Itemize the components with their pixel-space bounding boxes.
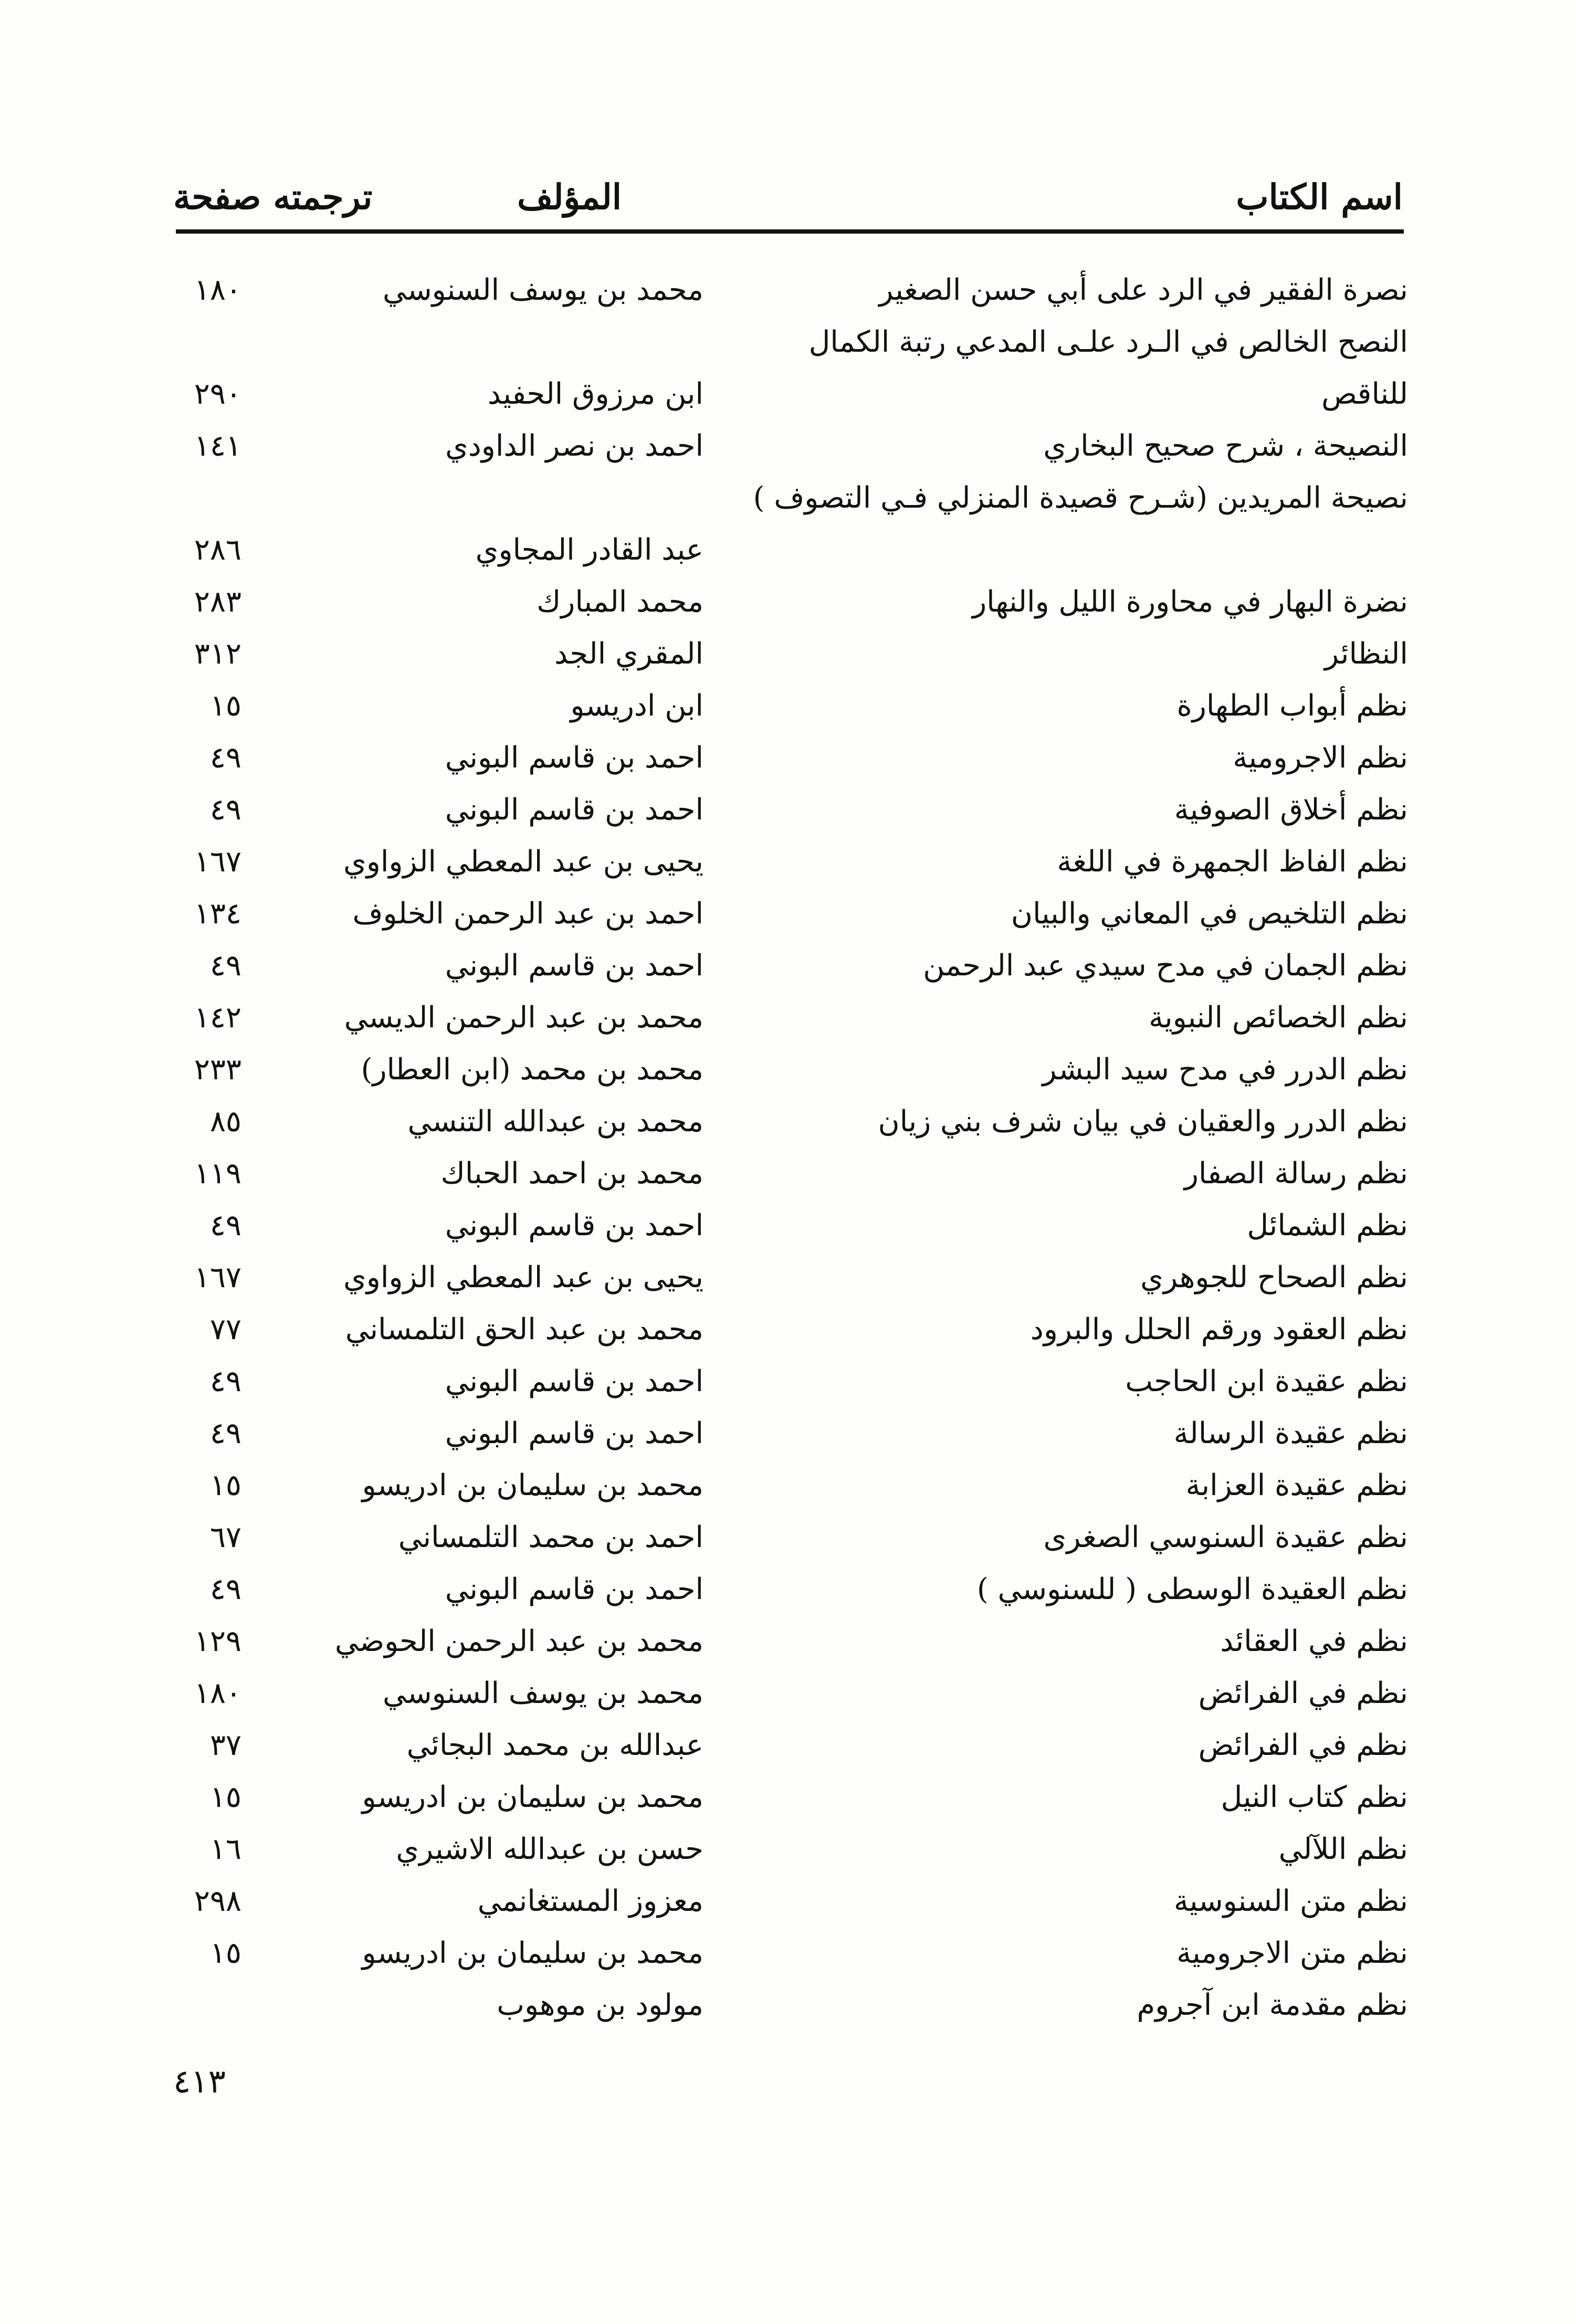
page-ref: ٧٧ (209, 1312, 241, 1347)
book-title: نظم متن السنوسية (1173, 1884, 1408, 1918)
page-ref: ١٥ (209, 689, 241, 723)
page-ref: ٤٩ (209, 1416, 241, 1450)
book-title: نضرة البهار في محاورة الليل والنهار (972, 585, 1408, 619)
author-name: محمد بن يوسف السنوسي (383, 1676, 703, 1710)
index-row (0, 1927, 1576, 1979)
author-name: احمد بن قاسم البوني (445, 949, 703, 983)
index-row (0, 1459, 1576, 1511)
book-title: النصح الخالص في الـرد علـى المدعي رتبة الكمال للناقص (808, 325, 1408, 411)
author-name: ابن ادريسو (570, 689, 703, 723)
index-row (0, 628, 1576, 680)
author-name: يحيى بن عبد المعطي الزواوي (343, 845, 703, 879)
page-ref: ٦٧ (209, 1520, 241, 1554)
author-name: محمد بن يوسف السنوسي (383, 273, 703, 307)
index-row (0, 1200, 1576, 1252)
page-ref: ٤٩ (209, 1208, 241, 1243)
index-row (0, 472, 1576, 576)
column-header-author: المؤلف (517, 176, 622, 217)
index-row (0, 316, 1576, 420)
index-row (0, 836, 1576, 888)
author-name: محمد بن عبد الحق التلمساني (345, 1312, 703, 1347)
book-title: نظم اللآلي (1278, 1832, 1408, 1866)
page-ref: ١٥ (209, 1936, 241, 1970)
index-row (0, 1563, 1576, 1615)
author-name: محمد بن محمد (ابن العطار) (361, 1053, 703, 1087)
index-row (0, 420, 1576, 472)
index-row (0, 1875, 1576, 1927)
book-title: نظم كتاب النيل (1221, 1780, 1408, 1814)
author-name: احمد بن قاسم البوني (445, 1208, 703, 1243)
author-name: محمد بن احمد الحباك (440, 1156, 703, 1191)
page-ref: ٢٨٣ (194, 585, 241, 619)
page-ref: ٣٧ (209, 1728, 241, 1762)
author-name: حسن بن عبدالله الاشيري (396, 1832, 703, 1866)
page-ref: ١٤١ (194, 429, 241, 463)
book-title: نظم أبواب الطهارة (1176, 689, 1408, 723)
page-ref: ١١٩ (194, 1156, 241, 1191)
index-row (0, 992, 1576, 1044)
page-ref: ٢٣٣ (194, 1053, 241, 1087)
book-title: نظم الصحاح للجوهري (1140, 1260, 1408, 1295)
index-row (0, 576, 1576, 628)
index-row (0, 732, 1576, 784)
index-row (0, 680, 1576, 732)
book-title: نظم رسالة الصفار (1184, 1156, 1408, 1191)
index-row (0, 1044, 1576, 1096)
index-row (0, 1823, 1576, 1875)
book-title: نظم الدرر في مدح سيد البشر (1042, 1053, 1408, 1087)
author-name: احمد بن قاسم البوني (445, 1416, 703, 1450)
column-header-page: ترجمته صفحة (173, 176, 373, 217)
page-ref: ١٨٠ (194, 273, 241, 307)
page-ref: ١٦٧ (194, 1260, 241, 1295)
book-title: النصيحة ، شرح صحيح البخاري (1043, 429, 1408, 463)
book-title: نظم عقيدة ابن الحاجب (1125, 1364, 1408, 1398)
book-title: نظم الدرر والعقيان في بيان شرف بني زيان (878, 1105, 1408, 1139)
page-ref: ٤٩ (209, 1572, 241, 1606)
page-ref: ١٢٩ (194, 1624, 241, 1658)
page-ref: ١٨٠ (194, 1676, 241, 1710)
column-header-book-title: اسم الكتاب (1236, 176, 1403, 217)
page-ref: ١٤٢ (194, 1001, 241, 1035)
author-name: مولود بن موهوب (497, 1988, 703, 2022)
author-name: محمد المبارك (537, 585, 703, 619)
page-ref: ١٥ (209, 1780, 241, 1814)
page-number: ٤١٣ (173, 2062, 226, 2100)
author-name: ابن مرزوق الحفيد (487, 377, 703, 411)
index-row (0, 1771, 1576, 1823)
page-ref: ٤٩ (209, 1364, 241, 1398)
page-ref: ٣١٢ (194, 637, 241, 671)
book-title: نظم في الفرائض (1198, 1676, 1408, 1710)
book-title: نظم الخصائص النبوية (1149, 1001, 1408, 1035)
index-row (0, 1148, 1576, 1200)
book-title: نظم الاجرومية (1233, 741, 1408, 775)
book-title: نظم الفاظ الجمهرة في اللغة (1057, 845, 1408, 879)
book-title: نصيحة المريدين (شـرح قصيدة المنزلي فـي التصوف ) (753, 481, 1408, 515)
book-title: نظم العقيدة الوسطى ( للسنوسي ) (976, 1572, 1408, 1606)
book-title: النظائر (1324, 637, 1408, 671)
index-row (0, 1303, 1576, 1355)
index-row (0, 1615, 1576, 1667)
index-row (0, 1355, 1576, 1407)
page-ref: ١٦ (209, 1832, 241, 1866)
page-ref: ٨٥ (209, 1105, 241, 1139)
page-ref: ٢٩٨ (194, 1884, 241, 1918)
author-name: محمد بن سليمان بن ادريسو (362, 1780, 703, 1814)
book-title: نظم عقيدة العزابة (1185, 1468, 1408, 1502)
index-list (0, 264, 1576, 2031)
book-title: نظم مقدمة ابن آجروم (1137, 1988, 1408, 2022)
author-name: محمد بن عبد الرحمن الحوضي (334, 1624, 703, 1658)
author-name: محمد بن سليمان بن ادريسو (362, 1936, 703, 1970)
book-title: نظم في العقائد (1220, 1624, 1408, 1658)
index-row (0, 1719, 1576, 1771)
author-name: معزوز المستغانمي (477, 1884, 703, 1918)
page-ref: ٤٩ (209, 793, 241, 827)
index-row (0, 1667, 1576, 1719)
author-name: احمد بن قاسم البوني (445, 741, 703, 775)
author-name: احمد بن محمد التلمساني (398, 1520, 703, 1554)
page-ref: ٢٨٦ (194, 533, 241, 567)
page-ref: ٤٩ (209, 949, 241, 983)
index-row (0, 940, 1576, 992)
book-title: نظم الشمائل (1247, 1208, 1408, 1243)
author-name: المقري الجد (554, 637, 703, 671)
index-row (0, 1407, 1576, 1459)
index-row (0, 1252, 1576, 1303)
author-name: عبد القادر المجاوي (475, 533, 703, 567)
author-name: محمد بن سليمان بن ادريسو (362, 1468, 703, 1502)
author-name: محمد بن عبد الرحمن الديسي (344, 1001, 703, 1035)
index-row (0, 1979, 1576, 2031)
index-row (0, 1096, 1576, 1148)
index-row (0, 888, 1576, 940)
author-name: محمد بن عبدالله التنسي (407, 1105, 703, 1139)
header-divider (176, 229, 1404, 234)
page-ref: ٢٩٠ (194, 377, 241, 411)
author-name: احمد بن قاسم البوني (445, 793, 703, 827)
book-title: نظم أخلاق الصوفية (1174, 793, 1408, 827)
author-name: عبدالله بن محمد البجائي (406, 1728, 703, 1762)
index-row (0, 784, 1576, 836)
index-row (0, 1511, 1576, 1563)
author-name: احمد بن نصر الداودي (445, 429, 703, 463)
book-title: نظم متن الاجرومية (1176, 1936, 1408, 1970)
book-title: نظم عقيدة الرسالة (1173, 1416, 1408, 1450)
page-ref: ١٦٧ (194, 845, 241, 879)
book-title: نظم عقيدة السنوسي الصغرى (1043, 1520, 1408, 1554)
author-name: يحيى بن عبد المعطي الزواوي (343, 1260, 703, 1295)
author-name: احمد بن قاسم البوني (445, 1572, 703, 1606)
book-title: نظم العقود ورقم الحلل والبرود (1030, 1312, 1408, 1347)
author-name: احمد بن عبد الرحمن الخلوف (352, 897, 703, 931)
page-ref: ٤٩ (209, 741, 241, 775)
index-row (0, 264, 1576, 316)
author-name: احمد بن قاسم البوني (445, 1364, 703, 1398)
book-title: نظم الجمان في مدح سيدي عبد الرحمن (923, 949, 1408, 983)
page-ref: ١٥ (209, 1468, 241, 1502)
book-title: نصرة الفقير في الرد على أبي حسن الصغير (879, 273, 1408, 307)
page-ref: ١٣٤ (194, 897, 241, 931)
book-title: نظم التلخيص في المعاني والبيان (1011, 897, 1408, 931)
book-title: نظم في الفرائض (1198, 1728, 1408, 1762)
